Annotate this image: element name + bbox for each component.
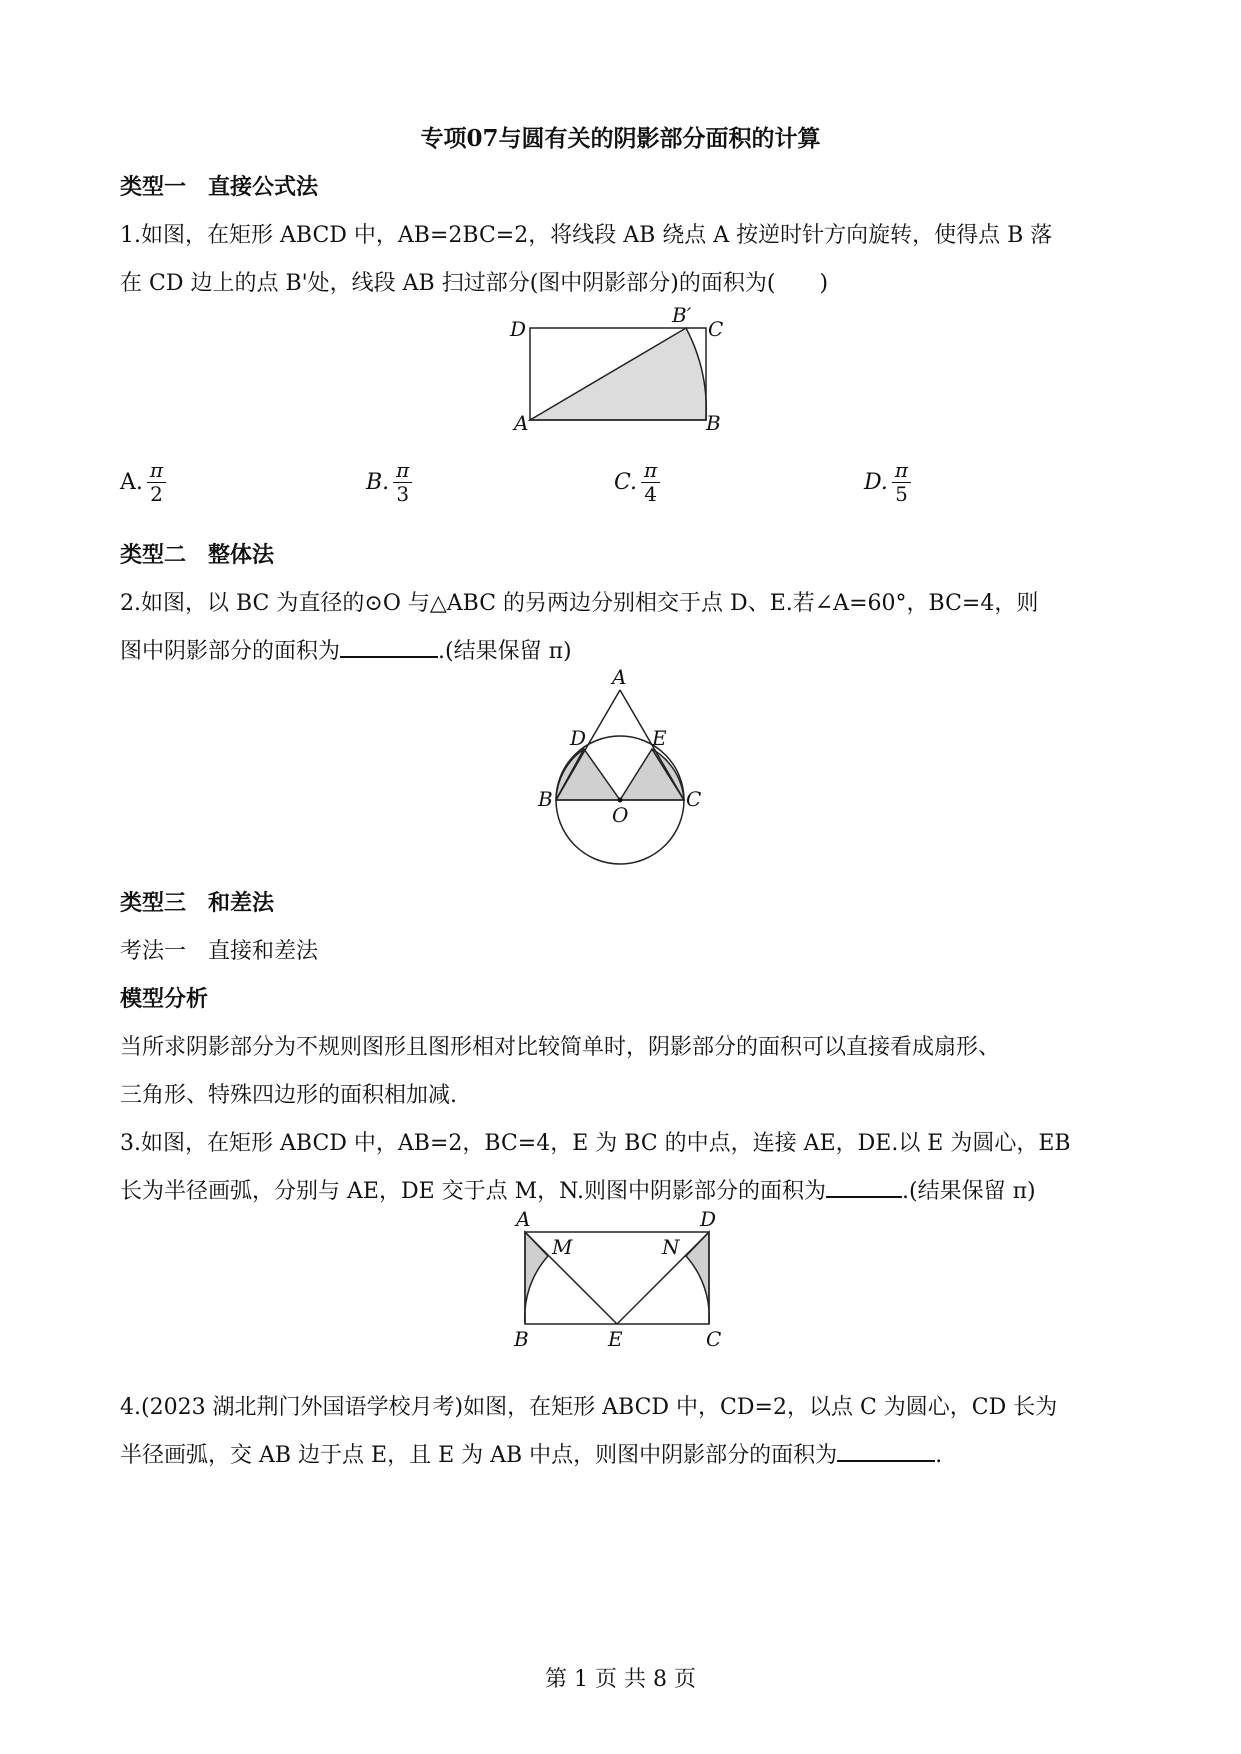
q1-option-b-den: 3 (396, 482, 410, 506)
q4-text-line2-pre: 半径画弧，交 AB 边于点 E，且 E 为 AB 中点，则图中阴影部分的面积为 (120, 1443, 838, 1468)
q4-answer-blank[interactable] (837, 1440, 935, 1462)
q2-label-E: E (652, 726, 667, 750)
q3-text-line2-post: .(结果保留 π) (902, 1179, 1036, 1204)
q2-label-O: O (612, 803, 629, 827)
q1-option-c-num: π (641, 460, 660, 483)
model-text-line2: 三角形、特殊四边形的面积相加减. (120, 1083, 457, 1108)
q1-label-C: C (708, 317, 724, 341)
q1-text-line2: 在 CD 边上的点 B'处，线段 AB 扫过部分(图中阴影部分)的面积为( ) (120, 271, 829, 296)
q3-shaded-left (525, 1232, 548, 1324)
q1-option-b-label: B. (366, 470, 390, 495)
q3-label-B: B (514, 1327, 529, 1351)
page-title: 专项07与圆有关的阴影部分面积的计算 (420, 125, 821, 152)
q1-option-d-num: π (892, 460, 911, 483)
q4-text-line2 (120, 1438, 942, 1469)
q1-option-c-label: C. (614, 470, 638, 495)
q1-label-D: D (510, 317, 527, 341)
q3-label-A: A (516, 1207, 531, 1231)
section-heading-type2: 类型二 整体法 (120, 542, 275, 568)
q1-option-a-den: 2 (150, 482, 163, 506)
q3-label-D: D (700, 1207, 717, 1231)
q2-label-D: D (570, 726, 587, 750)
q3-text-line1: 3.如图，在矩形 ABCD 中，AB=2，BC=4，E 为 BC 的中点，连接 AE，DE.以 E 为圆心，EB (120, 1131, 1071, 1156)
page-footer: 第 1 页 共 8 页 (545, 1667, 696, 1692)
q1-option-a-label: A. (120, 470, 143, 495)
q1-label-A: A (514, 411, 529, 435)
q2-label-A: A (612, 665, 627, 689)
q1-label-B: B (706, 411, 721, 435)
q1-text-line1: 1.如图，在矩形 ABCD 中，AB=2BC=2，将线段 AB 绕点 A 按逆时针方向旋转，使得点 B 落 (120, 223, 1053, 248)
q4-text-line2-post: . (935, 1443, 943, 1468)
q2-text-line1: 2.如图，以 BC 为直径的⊙O 与△ABC 的另两边分别相交于点 D、E.若∠A=60°，BC=4，则 (120, 591, 1039, 616)
q3-label-C: C (706, 1327, 722, 1351)
q4-text-line1: 4.(2023 湖北荆门外国语学校月考)如图，在矩形 ABCD 中，CD=2，以点 C 为圆心，CD 长为 (120, 1395, 1058, 1420)
model-heading: 模型分析 (120, 986, 209, 1012)
q2-text-line2-post: .(结果保留 π) (438, 639, 572, 664)
method1-heading: 考法一 直接和差法 (120, 939, 319, 964)
q1-option-d-den: 5 (895, 482, 908, 506)
q1-option-a-num: π (147, 460, 166, 483)
q1-option-b-num: π (393, 460, 412, 483)
q3-label-M: M (552, 1235, 573, 1259)
q2-label-B: B (538, 787, 553, 811)
q1-option-c-den: 4 (644, 482, 657, 506)
q3-label-N: N (662, 1235, 680, 1259)
model-text-line1: 当所求阴影部分为不规则图形且图形相对比较简单时，阴影部分的面积可以直接看成扇形、 (120, 1035, 1001, 1060)
q1-label-Bprime: B′ (672, 303, 692, 327)
q3-label-E: E (608, 1327, 623, 1351)
q3-text-line2-pre: 长为半径画弧，分别与 AE，DE 交于点 M，N.则图中阴影部分的面积为 (120, 1179, 826, 1204)
q2-text-line2-pre: 图中阴影部分的面积为 (120, 639, 341, 664)
q3-shaded-right (686, 1232, 709, 1324)
section-heading-type3: 类型三 和差法 (120, 890, 275, 916)
q1-option-d-label: D. (864, 470, 888, 495)
q2-label-C: C (686, 787, 702, 811)
section-heading-type1: 类型一 直接公式法 (120, 174, 319, 200)
